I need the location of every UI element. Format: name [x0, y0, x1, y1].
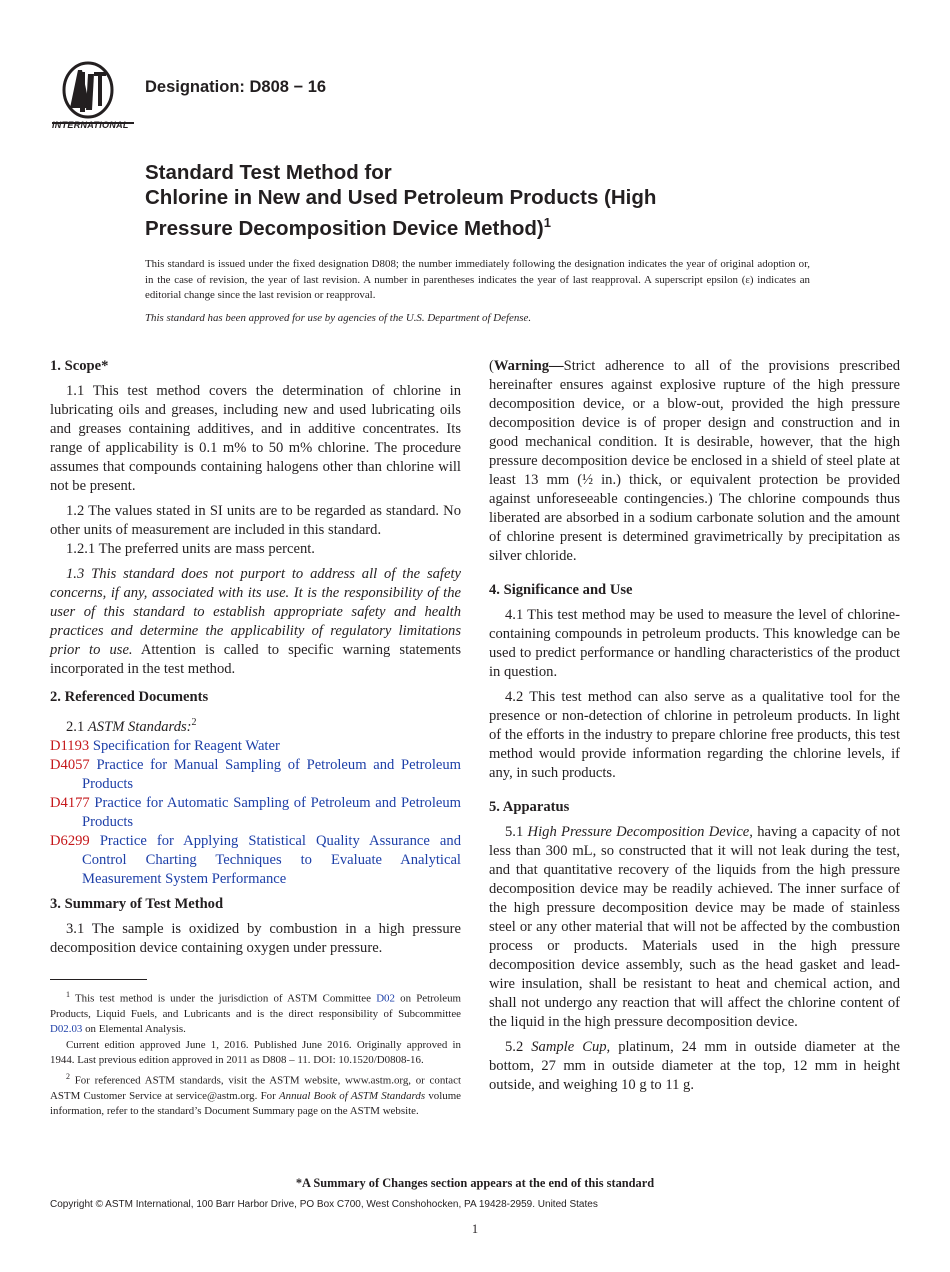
designation: Designation: D808 − 16	[145, 78, 327, 96]
section-2-heading: 2. Referenced Documents	[50, 689, 209, 705]
title-line-3-text: Pressure Decomposition Device Method)	[145, 216, 544, 240]
section-5-heading: 5. Apparatus	[489, 799, 570, 815]
footnote-2-text-b: volume information, refer to the standard’s Document Summary page on the ASTM website.	[50, 1089, 462, 1118]
footnote-1	[50, 987, 461, 1038]
para-1-3-rest: Attention is called to specific warning statements incorporated in the test method.	[50, 642, 461, 677]
left-column	[50, 357, 461, 958]
footnote-1-text-b: on Petroleum Products, Liquid Fuels, and Lubricants and is the direct responsibility of Subcommittee	[50, 992, 461, 1021]
preamble-text: This standard is issued under the fixed designation D808; the number immediately following the designation indicates the year of original adoption or, in the case of revision, the year of last revision. A number in parentheses indicates the year of last reapproval. A superscript epsilon (ε) indicates an editorial change since the last revision or reapproval.	[145, 258, 810, 302]
astm-logo	[48, 60, 138, 135]
reference-code[interactable]: D1193	[50, 737, 90, 754]
committee-d02-link[interactable]: D02	[376, 992, 395, 1005]
para-4-2: 4.2 This test method can also serve as a qualitative tool for the presence or non-detection of chlorine in petroleum products. In light of the efforts in the industry to prepare chlorine free products, this test method would provide information regarding the chlorine levels, if any, in such products.	[489, 689, 900, 781]
para-5-1-prefix: 5.1	[505, 824, 528, 840]
logo-subtext: INTERNATIONAL	[52, 120, 129, 130]
para-5-1-text: having a capacity of not less than 300 mL, so constructed that it will not leak during the test, and that quantitative recovery of the liquids from the high pressure decomposition device may be readily achieved. The inner surface of the high pressure decomposition device may be made of stainless steel or any other material that will not be affected by the combustion process or products. Materials used in the high pressure decomposition device assembly, such as the head gasket and lead-wire insulation, shall be resistant to heat and chemical action, and shall not undergo any reaction that will affect the chlorine content of the liquid in the high pressure decomposition device.	[489, 824, 901, 1030]
footnote-1-text-a: This test method is under the jurisdiction of ASTM Committee	[70, 992, 377, 1005]
summary-of-changes-note: *A Summary of Changes section appears at the end of this standard	[295, 1176, 655, 1190]
para-2-1-prefix: 2.1	[66, 718, 88, 735]
para-2-1	[50, 713, 461, 737]
dod-approval-note: This standard has been approved for use by agencies of the U.S. Department of Defense.	[145, 312, 532, 324]
warning-text: Strict adherence to all of the provisions prescribed hereinafter ensures against explosive rupture of the high pressure decomposition device, or a blow-out, provided the high pressure decomposition device is of proper design and construction and in good mechanical condition. It is desirable, however, that the high pressure decomposition device be enclosed in a shield of steel plate at least 13 mm (½ in.) thick, or equivalent protection be provided against unforeseeable contingencies.) The chlorine compounds thus liberated are absorbed in a sodium carbonate solution and the amount of chlorine present is determined gravimetrically by precipitation as silver chloride.	[489, 358, 900, 564]
footnote-divider	[50, 979, 147, 980]
reference-code[interactable]: D4057	[50, 756, 90, 773]
section-4-heading: 4. Significance and Use	[489, 582, 633, 598]
section-3-heading: 3. Summary of Test Method	[50, 895, 224, 912]
para-3-1: 3.1 The sample is oxidized by combustion in a high pressure decomposition device containing oxygen under pressure.	[50, 920, 461, 956]
para-1-2: 1.2 The values stated in SI units are to be regarded as standard. No other units of measurement are included in this standard.	[50, 503, 461, 538]
warning-label: Warning—	[493, 358, 564, 374]
footnotes	[50, 987, 461, 1120]
reference-title-link[interactable]: Practice for Applying Statistical Quality Assurance and Control Charting Techniques to Evaluate Analytical Measurement System Performance	[82, 832, 461, 887]
footnote-current-edition: Current edition approved June 1, 2016. Published June 2016. Originally approved in 1944. Last previous edition approved in 2011 as D808 – 11. DOI: 10.1520/D0808-16.	[50, 1038, 461, 1067]
page-number: 1	[471, 1222, 479, 1236]
reference-item[interactable]	[50, 794, 461, 832]
para-4-1: 4.1 This test method may be used to measure the level of chlorine-containing compounds in petroleum products. This knowledge can be used to predict performance or handling characteristics of the product in question.	[489, 607, 900, 680]
reference-title-link[interactable]: Specification for Reagent Water	[92, 737, 280, 754]
footnote-2	[50, 1069, 461, 1120]
para-1-3-italic: 1.3 This standard does not purport to address all of the safety concerns, if any, associated with its use. It is the responsibility of the user of this standard to establish appropriate safety and health practices and determine the applicability of regulatory limitations prior to use.	[50, 566, 461, 658]
title-footnote-mark: 1	[543, 215, 551, 230]
para-1-2-1: 1.2.1 The preferred units are mass percent.	[66, 541, 315, 557]
reference-code[interactable]: D4177	[50, 794, 90, 811]
footnote-1-text-c: on Elemental Analysis.	[82, 1023, 186, 1036]
right-column	[489, 357, 900, 1095]
reference-title-link[interactable]: Practice for Manual Sampling of Petroleum and Petroleum Products	[82, 756, 461, 792]
reference-item[interactable]	[50, 737, 461, 756]
reference-item[interactable]	[50, 832, 461, 889]
title-line-3	[145, 210, 845, 241]
warning-paragraph	[489, 357, 900, 566]
footnote-2-italic: Annual Book of ASTM Standards	[278, 1089, 426, 1102]
title-line-2: Chlorine in New and Used Petroleum Products (High	[145, 186, 657, 209]
title-line-1: Standard Test Method for	[145, 161, 392, 184]
para-1-3	[50, 565, 461, 679]
para-1-1: 1.1 This test method covers the determination of chlorine in lubricating oils and greases, including new and used lubricating oils and greases containing additives, and in additive concentrates. Its range of applicability is 0.1 m% to 50 m% chlorine. The procedure assumes that compounds containing halogens other than chlorine will not be present.	[50, 383, 461, 494]
para-5-1	[489, 823, 900, 1032]
para-5-2-text: platinum, 24 mm in outside diameter at the bottom, 27 mm in outside diameter at the top, 12 mm in height outside, and weighing 10 g to 11 g.	[489, 1039, 901, 1093]
reference-item[interactable]	[50, 756, 461, 794]
astm-standards-label: ASTM Standards:	[87, 718, 192, 735]
footnote-2-mark: 2	[191, 717, 197, 728]
subcommittee-d0203-link[interactable]: D02.03	[50, 1023, 83, 1036]
document-title	[145, 160, 845, 241]
para-5-2-italic: Sample Cup,	[531, 1039, 611, 1055]
footnote-2-mark-bottom: 2	[66, 1071, 70, 1081]
footnote-1-mark: 1	[66, 990, 70, 999]
reference-title-link[interactable]: Practice for Automatic Sampling of Petroleum and Petroleum Products	[82, 794, 461, 830]
para-5-2-prefix: 5.2	[505, 1039, 532, 1055]
reference-code[interactable]: D6299	[50, 832, 90, 849]
section-1-heading: 1. Scope*	[50, 358, 109, 374]
para-5-1-italic: High Pressure Decomposition Device,	[527, 824, 753, 840]
para-5-2	[489, 1038, 900, 1095]
footnote-2-text-a: For referenced ASTM standards, visit the ASTM website, www.astm.org, or contact ASTM Customer Service at service@astm.org. For	[50, 1074, 461, 1102]
copyright: Copyright © ASTM International, 100 Barr Harbor Drive, PO Box C700, West Conshohocken, PA 19428-2959. United States	[50, 1199, 598, 1210]
warning-open-paren: (	[489, 358, 494, 374]
